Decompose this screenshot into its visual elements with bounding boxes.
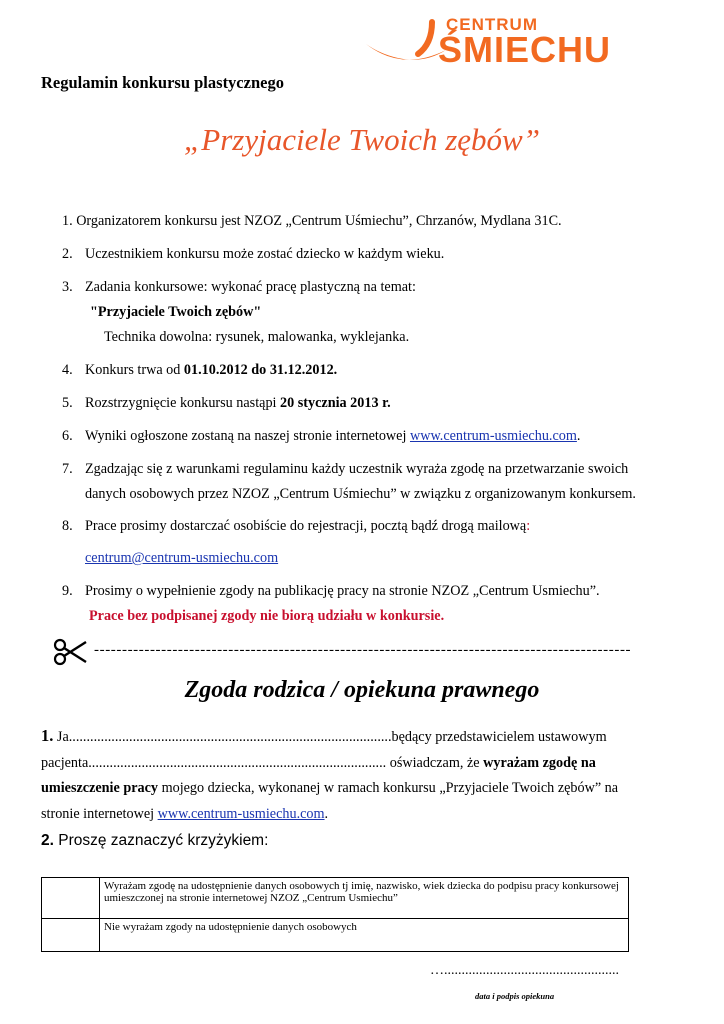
consent-line-4: stronie internetowej www.centrum-usmiechu.com. (41, 806, 329, 822)
rule-3-technique: Technika dowolna: rysunek, malowanka, wyklejanka. (104, 329, 410, 345)
rule-9: 9. Prosimy o wypełnienie zgody na publikację pracy na stronie NZOZ „Centrum Usmiechu”. (62, 583, 600, 599)
consent-option-row (42, 919, 629, 952)
smile-swoosh-icon (366, 44, 446, 60)
consent-no-label: Nie wyrażam zgody na udostępnienie danych osobowych (100, 919, 629, 952)
rule-5: 5. Rozstrzygnięcie konkursu nastąpi 20 stycznia 2013 r. (62, 395, 391, 411)
consent-line-3: umieszczenie pracy mojego dziecka, wykonanej w ramach konkursu „Przyjaciele Twoich zębów” na (41, 780, 619, 796)
consent-yes-label: Wyrażam zgodę na udostępnienie danych osobowych tj imię, nazwisko, wiek dziecka do podpisu pracy konkursowej umieszczonej na stronie internetowej NZOZ „Centrum Usmiechu” (100, 878, 629, 919)
logo-top-text: CENTRUM (446, 15, 538, 34)
email-link[interactable]: centrum@centrum-usmiechu.com (85, 550, 279, 566)
cut-line: ------------------------------------------------------------------------------------------------ (94, 642, 632, 658)
consent-options-table (41, 877, 629, 952)
consent-line-2: pacjenta.................................................................................... oświadczam, że wyrażam zgodę na (41, 755, 596, 771)
signature-label: data i podpis opiekuna (475, 991, 555, 1001)
rule-6: 6. Wyniki ogłoszone zostaną na naszej stronie internetowej www.centrum-usmiechu.com. (62, 428, 581, 444)
logo-bottom-text: ŚMIECHU (438, 29, 612, 68)
rule-1: 1. Organizatorem konkursu jest NZOZ „Centrum Uśmiechu”, Chrzanów, Mydlana 31C. (62, 213, 562, 229)
rule-8-email (85, 550, 278, 567)
rule-8: 8. Prace prosimy dostarczać osobiście do rejestracji, pocztą bądź drogą mailową: (62, 518, 531, 534)
consent-option-row (42, 878, 629, 919)
rule-3-theme: "Przyjaciele Twoich zębów" (90, 304, 262, 320)
rule-2: 2. Uczestnikiem konkursu może zostać dziecko w każdym wieku. (62, 246, 445, 262)
document-heading: Regulamin konkursu plastycznego (41, 73, 284, 92)
rule-7-line2: danych osobowych przez NZOZ „Centrum Uśmiechu” w związku z organizowanym konkursem. (85, 486, 636, 502)
website-link[interactable]: www.centrum-usmiechu.com (409, 428, 577, 444)
rule-9-warning: Prace bez podpisanej zgody nie biorą udziału w konkursie. (89, 608, 445, 624)
consent-title: Zgoda rodzica / opiekuna prawnego (184, 677, 540, 703)
consent-no-checkbox[interactable] (42, 919, 100, 952)
consent-line-1: 1. Ja...........................................................................................będący przedstawicielem ustawowym (41, 726, 607, 745)
consent-website-link[interactable]: www.centrum-usmiechu.com (157, 806, 325, 822)
rule-3: 3. Zadania konkursowe: wykonać pracę plastyczną na temat: (62, 279, 416, 295)
consent-yes-checkbox[interactable] (42, 878, 100, 919)
consent-instruction: 2. Proszę zaznaczyć krzyżykiem: (41, 832, 269, 849)
rule-7: 7. Zgadzając się z warunkami regulaminu każdy uczestnik wyraża zgodę na przetwarzanie swoich (62, 461, 629, 477)
rule-4: 4. Konkurs trwa od 01.10.2012 do 31.12.2012. (62, 362, 338, 378)
contest-title: „Przyjaciele Twoich zębów” (184, 122, 540, 157)
signature-line: ….................................................. (430, 963, 619, 978)
scissors-icon (52, 638, 90, 666)
centrum-usmiechu-logo (362, 14, 678, 68)
